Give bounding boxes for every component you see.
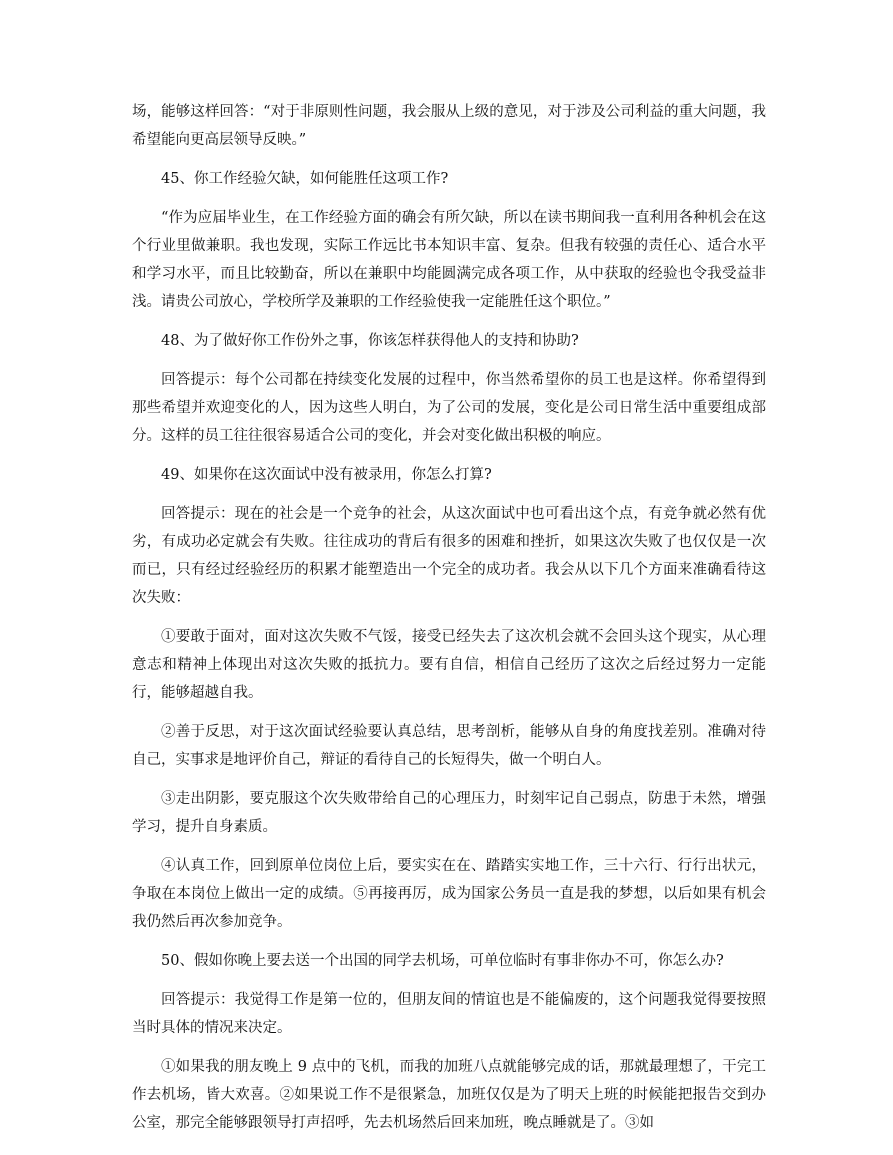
paragraph-continuation: 场，能够这样回答：“对于非原则性问题，我会服从上级的意见，对于涉及公司利益的重大问题，我希望能向更高层领导反映。” [132,104,766,148]
answer-49-point-2: ②善于反思，对于这次面试经验要认真总结，思考剖析，能够从自身的角度找差别。准确对待自己，实事求是地评价自己，辩证的看待自己的长短得失，做一个明白人。 [132,724,766,768]
question-45: 45、你工作经验欠缺，如何能胜任这项工作? [161,171,449,187]
question-48: 48、为了做好你工作份外之事，你该怎样获得他人的支持和协助? [161,333,579,349]
answer-49-intro: 回答提示：现在的社会是一个竞争的社会，从这次面试中也可看出这个点，有竞争就必然有优劣，有成功必定就会有失败。往往成功的背后有很多的困难和挫折，如果这次失败了也仅仅是一次而已，只有经过经验经历的积累才能塑造出一个完全的成功者。我会从以下几个方面来准确看待这次失败： [132,506,766,606]
answer-48: 回答提示：每个公司都在持续变化发展的过程中，你当然希望你的员工也是这样。你希望得到那些希望并欢迎变化的人，因为这些人明白，为了公司的发展，变化是公司日常生活中重要组成部分。这样的员工往往很容易适合公司的变化，并会对变化做出积极的响应。 [132,372,766,444]
answer-45: “作为应届毕业生，在工作经验方面的确会有所欠缺，所以在读书期间我一直利用各种机会在这个行业里做兼职。我也发现，实际工作远比书本知识丰富、复杂。但我有较强的责任心、适合水平和学习水平，而且比较勤奋，所以在兼职中均能圆满完成各项工作，从中获取的经验也令我受益非浅。请贵公司放心，学校所学及兼职的工作经验使我一定能胜任这个职位。” [132,210,766,310]
answer-50-intro: 回答提示：我觉得工作是第一位的，但朋友间的情谊也是不能偏废的，这个问题我觉得要按照当时具体的情况来决定。 [132,992,766,1036]
question-49: 49、如果你在这次面试中没有被录用，你怎么打算? [161,467,492,483]
question-50: 50、假如你晚上要去送一个出国的同学去机场，可单位临时有事非你办不可，你怎么办? [161,953,724,969]
answer-50-points: ①如果我的朋友晚上 9 点中的飞机，而我的加班八点就能够完成的话，那就最理想了，干完工作去机场，皆大欢喜。②如果说工作不是很紧急，加班仅仅是为了明天上班的时候能把报告交到办公室，那完全能够跟领导打声招呼，先去机场然后回来加班，晚点睡就是了。③如 [132,1059,766,1131]
answer-49-point-1: ①要敢于面对，面对这次失败不气馁，接受已经失去了这次机会就不会回头这个现实，从心理意志和精神上体现出对这次失败的抵抗力。要有自信，相信自己经历了这次之后经过努力一定能行，能够超越自我。 [132,629,766,701]
document-page [132,98,766,1148]
answer-49-point-3: ③走出阴影，要克服这个次失败带给自己的心理压力，时刻牢记自己弱点，防患于未然，增强学习，提升自身素质。 [132,791,766,835]
answer-49-point-4-5: ④认真工作，回到原单位岗位上后，要实实在在、踏踏实实地工作，三十六行、行行出状元，争取在本岗位上做出一定的成绩。⑤再接再厉，成为国家公务员一直是我的梦想，以后如果有机会我仍然后再次参加竞争。 [132,858,766,930]
